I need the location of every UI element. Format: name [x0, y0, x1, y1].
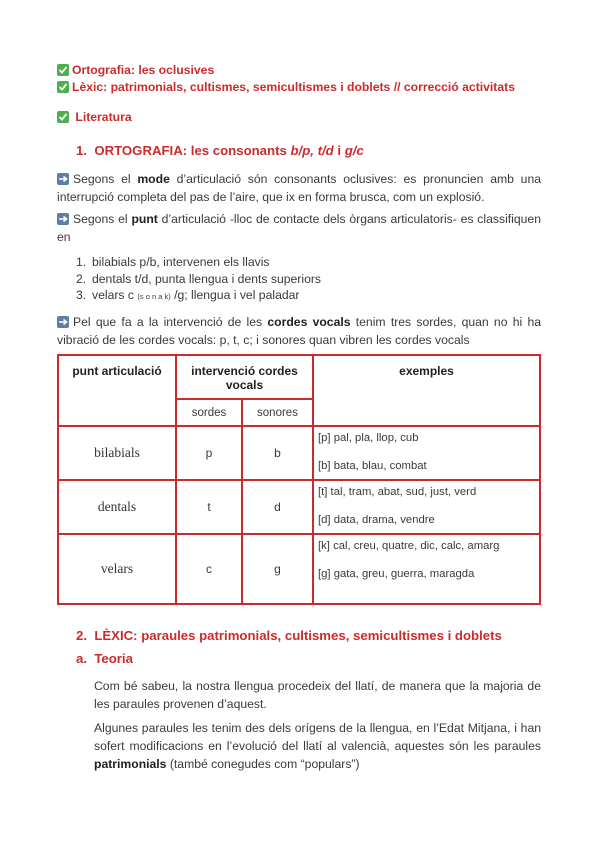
section-2-heading: 2. LÈXIC: paraules patrimonials, cultismes, semicultismes i doblets — [76, 628, 502, 643]
paragraph-patrimonials: Algunes paraules les tenim des dels orígens de la llengua, en l’Edat Mitjana, i han sofert modificacions en l’evolució del llatí al valencià, aquestes són les paraules patrimonials (també conegudes com “populars”) — [94, 721, 541, 771]
examples-cell: [p] pal, pla, llop, cub [b] bata, blau, combat — [313, 426, 540, 480]
paragraph-punt: Segons el punt d’articulació -lloc de contacte dels òrgans articulatoris- es classifiquen en — [57, 212, 541, 244]
sorda-cell: t — [176, 480, 242, 534]
articulation-list — [76, 254, 321, 306]
section-1-heading: 1. ORTOGRAFIA: les consonants b/p, t/d i g/c — [76, 143, 364, 158]
table-row — [58, 534, 540, 604]
header-exemples: exemples — [313, 355, 540, 426]
header-sordes: sordes — [176, 399, 242, 426]
checklist-item: Ortografia: les oclusives — [57, 62, 515, 79]
sonora-cell: b — [242, 426, 313, 480]
checkmark-icon — [57, 64, 69, 76]
consonants-table — [57, 354, 541, 605]
header-sonores: sonores — [242, 399, 313, 426]
checklist-item: Literatura — [57, 110, 132, 124]
paragraph-cordes: Pel que fa a la intervenció de les cordes vocals tenim tres sordes, quan no hi ha vibració de les cordes vocals: p, t, c; i sonores quan vibren les cordes vocals — [57, 315, 542, 347]
place-cell: bilabials — [58, 426, 176, 480]
place-cell: velars — [58, 534, 176, 604]
table-row — [58, 426, 540, 480]
arrow-right-icon — [57, 173, 69, 185]
sorda-cell: p — [176, 426, 242, 480]
examples-cell: [k] cal, creu, quatre, dic, calc, amarg [g] gata, greu, guerra, maragda — [313, 534, 540, 604]
checkmark-icon — [57, 111, 69, 123]
arrow-right-icon — [57, 316, 69, 328]
table-row — [58, 480, 540, 534]
checklist-item: Lèxic: patrimonials, cultismes, semicultismes i doblets // correcció activitats — [57, 79, 515, 96]
examples-cell: [t] tal, tram, abat, sud, just, verd [d] data, drama, vendre — [313, 480, 540, 534]
sorda-cell: c — [176, 534, 242, 604]
list-item: 1. bilabials p/b, intervenen els llavis — [76, 255, 270, 269]
sonora-cell: g — [242, 534, 313, 604]
checkmark-icon — [57, 81, 69, 93]
sonora-cell: d — [242, 480, 313, 534]
checklist — [57, 62, 515, 96]
list-item: 2. dentals t/d, punta llengua i dents superiors — [76, 271, 322, 286]
subsection-a-heading: a. Teoria — [76, 651, 133, 666]
place-cell: dentals — [58, 480, 176, 534]
header-punt: punt articulació — [58, 355, 176, 426]
paragraph-llati: Com bé sabeu, la nostra llengua procedeix del llatí, de manera que la majoria de les paraules provenen d’aquest. — [94, 679, 541, 711]
list-item: 3. velars c (s o n a k) /g; llengua i vel paladar — [76, 288, 300, 302]
paragraph-mode: Segons el mode d’articulació són consonants oclusives: es pronuncien amb una interrupció completa del pas de l’aire, que ix en forma brusca, com un explosió. — [57, 172, 541, 204]
header-cordes: intervenció cordes vocals — [176, 355, 313, 399]
arrow-right-icon — [57, 213, 69, 225]
